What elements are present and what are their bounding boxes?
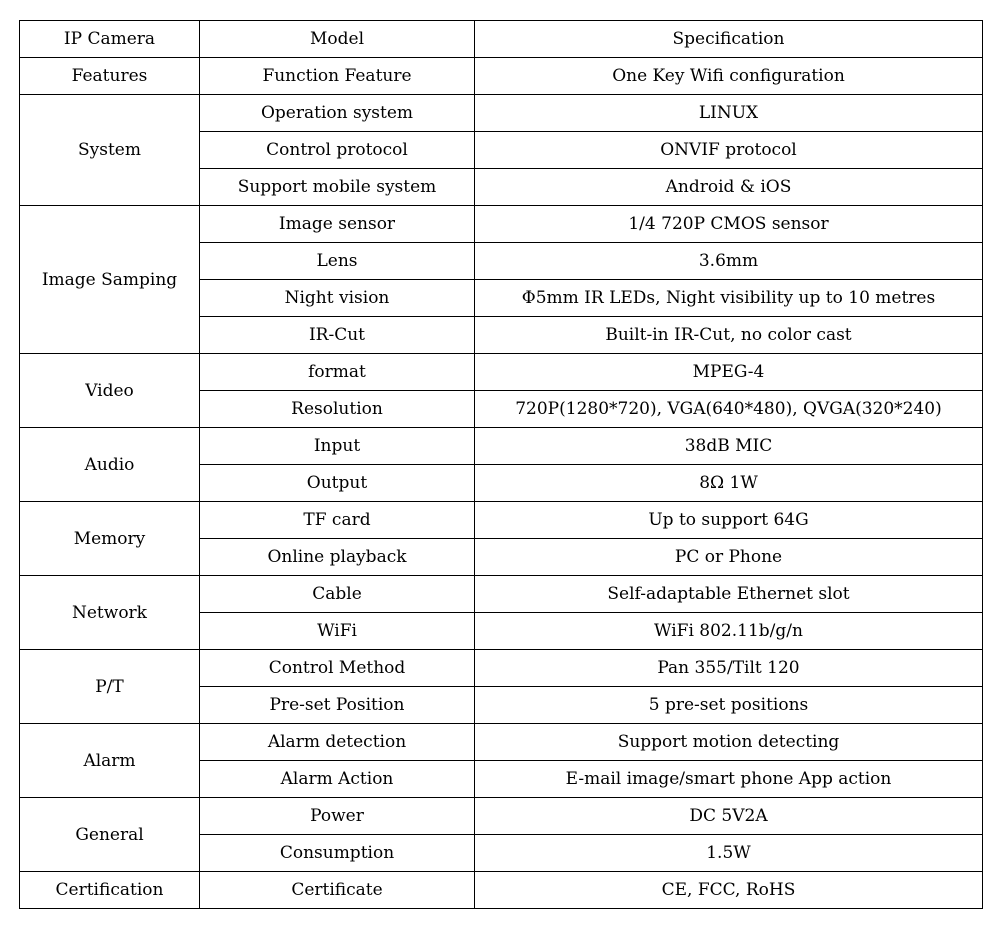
value-cell: DC 5V2A	[475, 798, 983, 835]
value-cell: 8Ω 1W	[475, 465, 983, 502]
category-cell: Features	[20, 58, 200, 95]
item-cell: Lens	[200, 243, 475, 280]
item-cell: Alarm detection	[200, 724, 475, 761]
category-cell: Certification	[20, 872, 200, 909]
item-cell: Control protocol	[200, 132, 475, 169]
table-header-row	[20, 21, 983, 58]
item-cell: Support mobile system	[200, 169, 475, 206]
item-cell: TF card	[200, 502, 475, 539]
category-cell: General	[20, 798, 200, 872]
table-row	[20, 502, 983, 539]
item-cell: Output	[200, 465, 475, 502]
value-cell: 1/4 720P CMOS sensor	[475, 206, 983, 243]
category-cell: System	[20, 95, 200, 206]
value-cell: Pan 355/Tilt 120	[475, 650, 983, 687]
category-cell: Audio	[20, 428, 200, 502]
category-cell: Image Samping	[20, 206, 200, 354]
value-cell: ONVIF protocol	[475, 132, 983, 169]
value-cell: 38dB MIC	[475, 428, 983, 465]
value-cell: 720P(1280*720), VGA(640*480), QVGA(320*240)	[475, 391, 983, 428]
table-row	[20, 872, 983, 909]
value-cell: WiFi 802.11b/g/n	[475, 613, 983, 650]
header-item: Model	[200, 21, 475, 58]
item-cell: Power	[200, 798, 475, 835]
value-cell: E-mail image/smart phone App action	[475, 761, 983, 798]
value-cell: 3.6mm	[475, 243, 983, 280]
item-cell: Input	[200, 428, 475, 465]
table-row	[20, 650, 983, 687]
item-cell: Image sensor	[200, 206, 475, 243]
spec-table	[19, 20, 983, 909]
value-cell: Support motion detecting	[475, 724, 983, 761]
item-cell: Pre-set Position	[200, 687, 475, 724]
table-row	[20, 354, 983, 391]
item-cell: Online playback	[200, 539, 475, 576]
value-cell: LINUX	[475, 95, 983, 132]
item-cell: Cable	[200, 576, 475, 613]
value-cell: Self-adaptable Ethernet slot	[475, 576, 983, 613]
value-cell: CE, FCC, RoHS	[475, 872, 983, 909]
value-cell: MPEG-4	[475, 354, 983, 391]
category-cell: Memory	[20, 502, 200, 576]
category-cell: Network	[20, 576, 200, 650]
item-cell: Consumption	[200, 835, 475, 872]
item-cell: Alarm Action	[200, 761, 475, 798]
category-cell: P/T	[20, 650, 200, 724]
value-cell: Android & iOS	[475, 169, 983, 206]
table-row	[20, 576, 983, 613]
table-row	[20, 428, 983, 465]
value-cell: 5 pre-set positions	[475, 687, 983, 724]
spec-table-body	[20, 21, 983, 909]
item-cell: Night vision	[200, 280, 475, 317]
value-cell: Up to support 64G	[475, 502, 983, 539]
table-row	[20, 95, 983, 132]
value-cell: One Key Wifi configuration	[475, 58, 983, 95]
header-category: IP Camera	[20, 21, 200, 58]
value-cell: Built-in IR-Cut, no color cast	[475, 317, 983, 354]
item-cell: WiFi	[200, 613, 475, 650]
value-cell: Φ5mm IR LEDs, Night visibility up to 10 metres	[475, 280, 983, 317]
item-cell: Certificate	[200, 872, 475, 909]
value-cell: 1.5W	[475, 835, 983, 872]
item-cell: format	[200, 354, 475, 391]
category-cell: Video	[20, 354, 200, 428]
value-cell: PC or Phone	[475, 539, 983, 576]
table-row	[20, 798, 983, 835]
item-cell: IR-Cut	[200, 317, 475, 354]
category-cell: Alarm	[20, 724, 200, 798]
item-cell: Resolution	[200, 391, 475, 428]
table-row	[20, 206, 983, 243]
item-cell: Control Method	[200, 650, 475, 687]
table-row	[20, 724, 983, 761]
item-cell: Function Feature	[200, 58, 475, 95]
header-value: Specification	[475, 21, 983, 58]
item-cell: Operation system	[200, 95, 475, 132]
table-row	[20, 58, 983, 95]
